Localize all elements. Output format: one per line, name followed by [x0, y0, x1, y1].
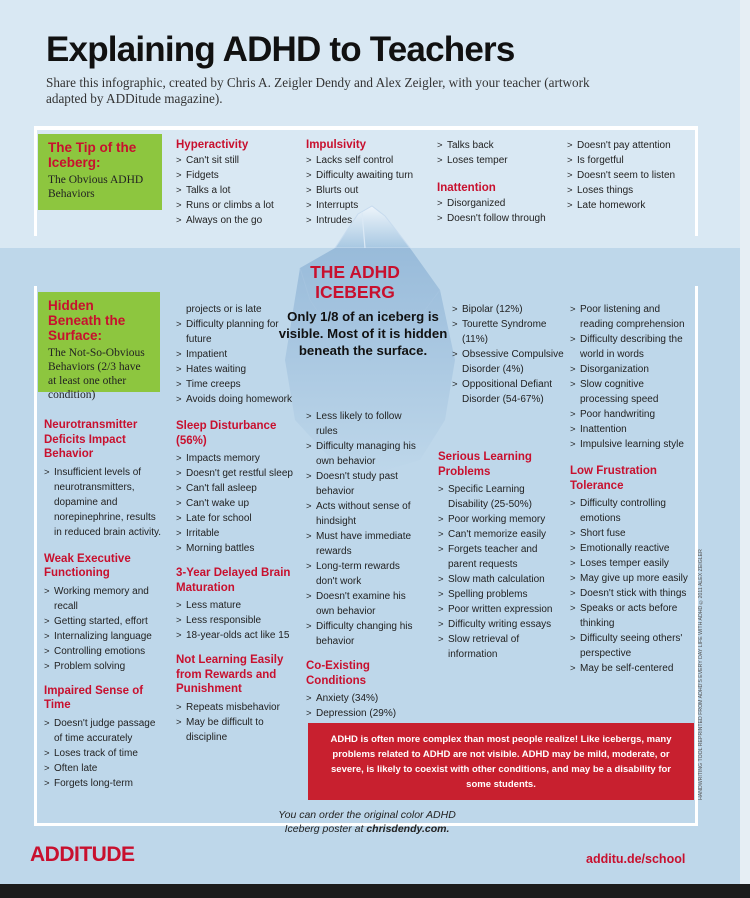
list-item: > Doesn't stick with things: [570, 586, 694, 601]
brain-heading: 3-Year Delayed Brain Maturation: [176, 567, 291, 594]
top-col3-list: [437, 138, 562, 168]
list-item: > Inattention: [570, 422, 694, 437]
list-item: > Loses things: [567, 183, 692, 198]
list-item: > Late for school: [176, 511, 298, 526]
top-col4-list: [567, 138, 692, 213]
list-item: > Doesn't get restful sleep: [176, 466, 298, 481]
list-item: > Tourette Syndrome (11%): [452, 317, 564, 347]
list-item: > Less likely to follow rules: [306, 409, 422, 439]
list-item: > Is forgetful: [567, 153, 692, 168]
list-item: > Bipolar (12%): [452, 302, 564, 317]
additude-logo: ADDITUDE: [30, 843, 135, 866]
list-item: > Difficulty controlling emotions: [570, 496, 694, 526]
column-4-top: [452, 302, 564, 407]
impulsivity-heading: Impulsivity: [306, 139, 367, 151]
hyperactivity-heading: Hyperactivity: [176, 139, 249, 151]
list-item: > Can't fall asleep: [176, 481, 298, 496]
executive-heading: Weak Executive Functioning: [44, 552, 131, 579]
list-item: > Intrudes: [306, 213, 434, 228]
list-item: > Lacks self control: [306, 153, 434, 168]
learning-list: [438, 482, 562, 662]
list-item: > Difficulty describing the world in words: [570, 332, 694, 362]
list-item: > Loses temper easily: [570, 556, 694, 571]
list-item: > Forgets long-term: [44, 776, 164, 791]
list-item: > Less responsible: [176, 613, 298, 628]
list-item: > Acts without sense of hindsight: [306, 499, 422, 529]
footer-url[interactable]: additu.de/school: [586, 852, 686, 866]
list-item: > Less mature: [176, 598, 298, 613]
impulsivity-list: [306, 153, 434, 228]
hidden-subtitle: The Not-So-Obvious Behaviors (2/3 have at least one other condition): [48, 347, 145, 401]
list-item: > Oppositional Defiant Disorder (54-67%): [452, 377, 564, 407]
list-item: > Internalizing language: [44, 629, 164, 644]
list-item: > Problem solving: [44, 659, 164, 674]
list-item: > Impacts memory: [176, 451, 298, 466]
list-item: > Working memory and recall: [44, 584, 164, 614]
list-item: > Obsessive Compulsive Disorder (4%): [452, 347, 564, 377]
list-item: > Difficulty seeing others' perspective: [570, 631, 694, 661]
list-item: > 18-year-olds act like 15: [176, 628, 298, 643]
list-item: > Loses track of time: [44, 746, 164, 761]
list-item: > Repeats misbehavior: [176, 700, 298, 715]
list-item: > Interrupts: [306, 198, 434, 213]
rewards-list: [176, 700, 298, 745]
tip-label-box: [38, 134, 162, 210]
neuro-list: [44, 465, 164, 540]
iceberg-subtitle: Only 1/8 of an iceberg is visible. Most of it is hidden beneath the surface.: [278, 309, 448, 358]
list-item: > Slow cognitive processing speed: [570, 377, 694, 407]
inattention-list: [437, 196, 562, 226]
list-item: > Can't sit still: [176, 153, 296, 168]
list-item: > Always on the go: [176, 213, 296, 228]
neuro-heading: Neurotransmitter Deficits Impact Behavior: [44, 419, 138, 460]
iceberg-title: THE ADHD ICEBERG: [310, 262, 400, 302]
inattention-heading: Inattention: [437, 182, 496, 194]
list-item: > May be self-centered: [570, 661, 694, 676]
side-credit: HANDWRITING TOOL REPRINTED FROM ADHD'S EVERY DAY LIFE WITH ADHD ©2011 ALEX ZEIGLER: [698, 549, 704, 800]
list-item: > Hates waiting: [176, 362, 298, 377]
list-item: > Poor handwriting: [570, 407, 694, 422]
column-1: [44, 418, 164, 791]
list-item: > Doesn't study past behavior: [306, 469, 422, 499]
list-item: > Poor listening and reading comprehension: [570, 302, 694, 332]
order-text: You can order the original color ADHD Iceberg poster at: [278, 809, 456, 835]
right-edge-strip: [740, 0, 750, 898]
list-item: > Time creeps: [176, 377, 298, 392]
list-item: > Loses temper: [437, 153, 562, 168]
list-item: > Emotionally reactive: [570, 541, 694, 556]
col5-top-list: [570, 302, 694, 452]
coexisting-heading: Co-Existing Conditions: [306, 660, 370, 687]
list-item: > Blurts out: [306, 183, 434, 198]
tip-title: The Tip of the Iceberg:: [48, 140, 137, 170]
tip-subtitle: The Obvious ADHD Behaviors: [48, 174, 144, 200]
brain-list: [176, 598, 298, 643]
list-item: > Avoids doing homework: [176, 392, 298, 407]
list-item: > Specific Learning Disability (25-50%): [438, 482, 562, 512]
executive-list: [44, 584, 164, 674]
list-item: > Irritable: [176, 526, 298, 541]
list-item: > Long-term rewards don't work: [306, 559, 422, 589]
list-item: > Speaks or acts before thinking: [570, 601, 694, 631]
list-item: > Doesn't examine his own behavior: [306, 589, 422, 619]
time-sense-heading: Impaired Sense of Time: [44, 684, 144, 711]
order-note: [262, 808, 472, 836]
list-item: > Difficulty planning for future: [176, 317, 298, 347]
impulsivity-column: [306, 138, 434, 228]
time-sense-list: [44, 716, 164, 791]
order-link[interactable]: chrisdendy.com.: [366, 823, 450, 835]
list-item: > Difficulty writing essays: [438, 617, 562, 632]
list-item: > Runs or climbs a lot: [176, 198, 296, 213]
list-item: > Talks a lot: [176, 183, 296, 198]
list-item: > Late homework: [567, 198, 692, 213]
column-4: [438, 450, 562, 662]
list-item: > Short fuse: [570, 526, 694, 541]
bottom-edge-strip: [0, 884, 750, 898]
list-item: > Impatient: [176, 347, 298, 362]
list-item: > Morning battles: [176, 541, 298, 556]
list-item: > Anxiety (34%): [306, 691, 422, 706]
top-column-4: [567, 138, 692, 213]
list-item: > Poor working memory: [438, 512, 562, 527]
learning-heading: Serious Learning Problems: [438, 451, 532, 478]
list-item: > Getting started, effort: [44, 614, 164, 629]
list-item: > Can't memorize easily: [438, 527, 562, 542]
list-item: > Spelling problems: [438, 587, 562, 602]
column-3: [306, 409, 422, 721]
list-item: > Often late: [44, 761, 164, 776]
list-item: > May give up more easily: [570, 571, 694, 586]
list-item: > Can't wake up: [176, 496, 298, 511]
hyperactivity-column: [176, 138, 296, 228]
column-2: [176, 302, 298, 745]
hidden-label-box: [38, 292, 160, 401]
list-item: > Depression (29%): [306, 706, 422, 721]
list-item: > Doesn't follow through: [437, 211, 562, 226]
list-item-continued: projects or is late: [186, 304, 262, 315]
list-item: > Poor written expression: [438, 602, 562, 617]
list-item: > Talks back: [437, 138, 562, 153]
column-5: [570, 302, 694, 676]
rewards-heading: Not Learning Easily from Rewards and Punishment: [176, 654, 284, 695]
sleep-heading: Sleep Disturbance (56%): [176, 420, 277, 447]
callout-box: ADHD is often more complex than most people realize! Like icebergs, many problems related to ADHD are not visible. ADHD may be mild, moderate, or severe, is likely to coexist with other conditions, and may be a disability for some students.: [308, 723, 694, 800]
list-item: > Insufficient levels of neurotransmitters, dopamine and norepinephrine, results in reduced brain activity.: [44, 465, 164, 540]
col4-top-list: [452, 302, 564, 407]
page-subtitle: Share this infographic, created by Chris A. Zeigler Dendy and Alex Zeigler, with your teacher (artwork adapted by ADDitude magazine).: [46, 75, 590, 106]
list-item: > Fidgets: [176, 168, 296, 183]
list-item: > Forgets teacher and parent requests: [438, 542, 562, 572]
list-item: > Slow math calculation: [438, 572, 562, 587]
frustration-heading: Low Frustration Tolerance: [570, 465, 657, 492]
list-item: > Slow retrieval of information: [438, 632, 562, 662]
top-column-3: [437, 138, 562, 226]
frustration-list: [570, 496, 694, 676]
hyperactivity-list: [176, 153, 296, 228]
coexisting-list: [306, 691, 422, 721]
list-item: > May be difficult to discipline: [176, 715, 298, 745]
list-item: > Difficulty awaiting turn: [306, 168, 434, 183]
sleep-list: [176, 451, 298, 556]
col3-list: [306, 409, 422, 649]
list-item: > Must have immediate rewards: [306, 529, 422, 559]
list-item: > Disorganized: [437, 196, 562, 211]
list-item: > Controlling emotions: [44, 644, 164, 659]
col2-top-list: [176, 302, 298, 407]
list-item: > Doesn't pay attention: [567, 138, 692, 153]
list-item: > Impulsive learning style: [570, 437, 694, 452]
list-item: > Disorganization: [570, 362, 694, 377]
list-item: > Doesn't seem to listen: [567, 168, 692, 183]
page-title: Explaining ADHD to Teachers: [46, 30, 515, 69]
hidden-title: Hidden Beneath the Surface:: [48, 298, 126, 343]
list-item: > Doesn't judge passage of time accurately: [44, 716, 164, 746]
list-item: > Difficulty managing his own behavior: [306, 439, 422, 469]
list-item: > Difficulty changing his behavior: [306, 619, 422, 649]
